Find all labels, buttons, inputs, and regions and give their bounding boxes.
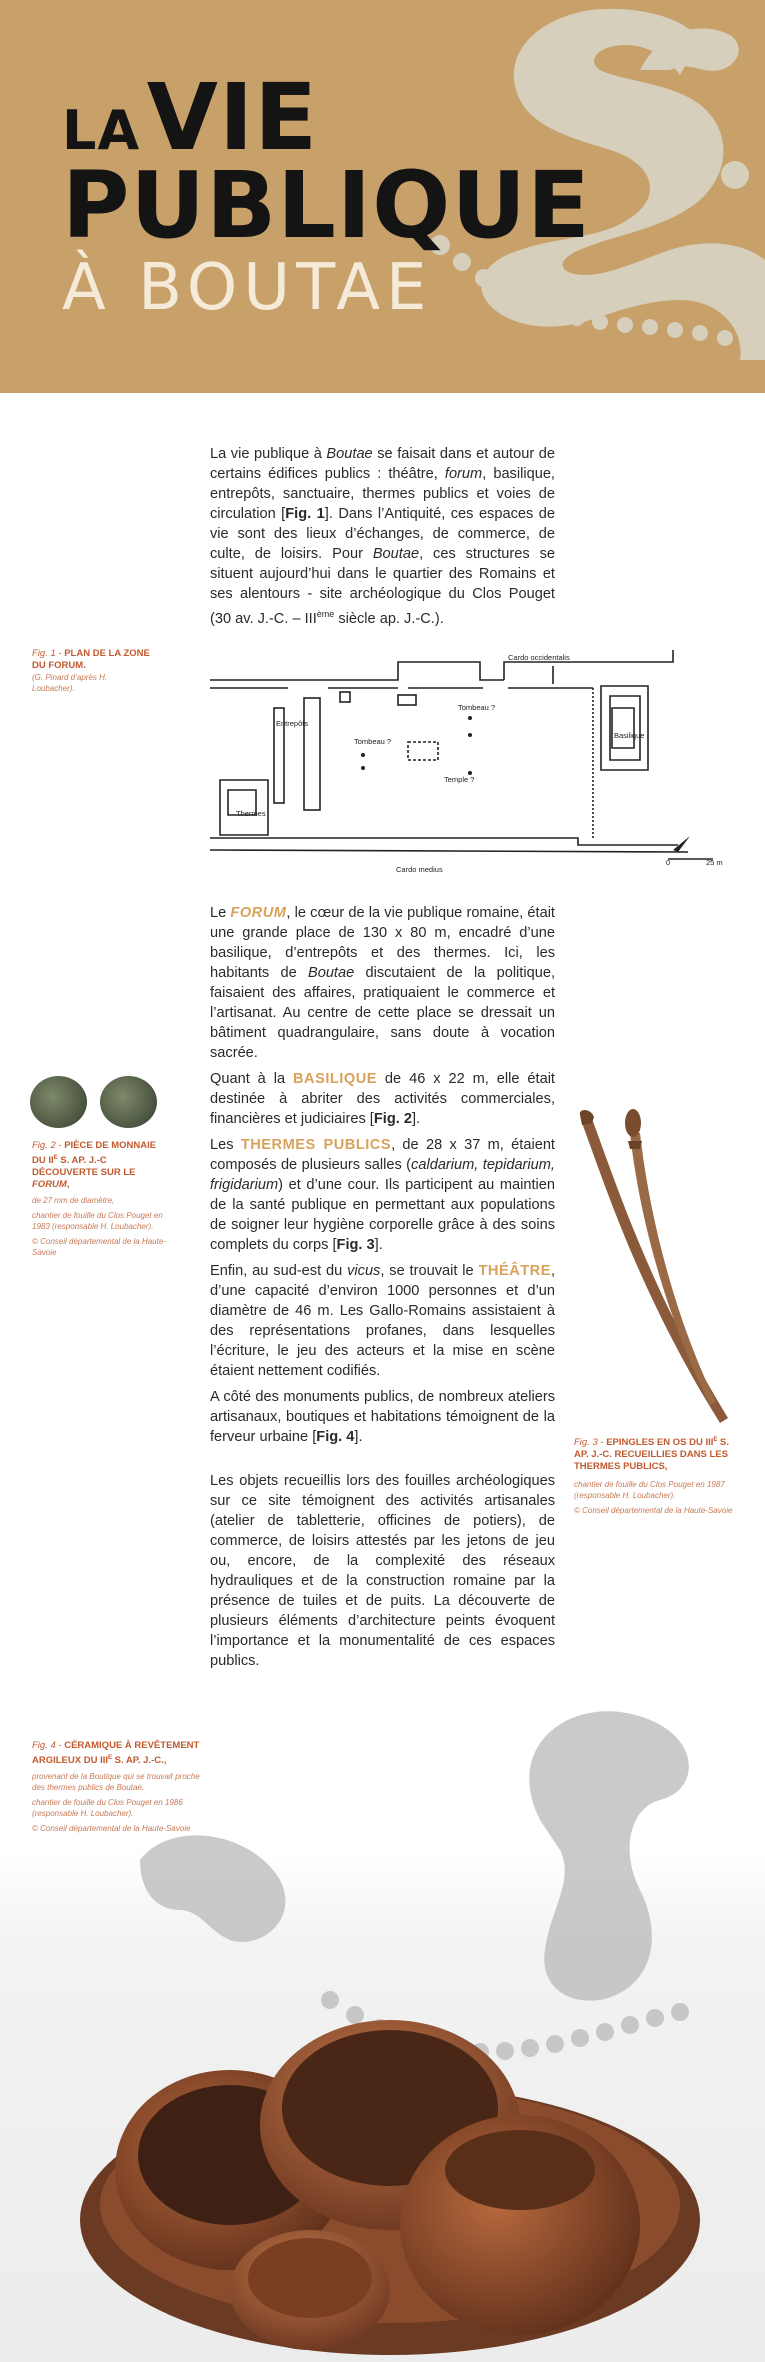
svg-text:Basilique: Basilique	[614, 731, 645, 740]
svg-text:Cardo occidentalis: Cardo occidentalis	[508, 653, 570, 662]
svg-text:Temple ?: Temple ?	[444, 775, 475, 784]
ceramics-illustration	[0, 1700, 765, 2362]
svg-text:Cardo medius: Cardo medius	[396, 865, 443, 874]
title-publique: PUBLIQUE	[62, 152, 591, 259]
forum-text: Le FORUM, le cœur de la vie publique romaine, était une grande place de 130 x 80 m, encadré d’une basilique, d’entrepôts et des thermes. Ici, les habitants de Boutae discutaient de la politique, faisaient des affaires, pratiquaient le commerce et l’artisanat. Au centre de cette place se dressait un bâtiment quadrangulaire, sans doute à vocation sacrée. Quant à la BASILIQUE de 46 x 22 m, elle était destinée à abriter des activités commerciales, financières et judiciaires [Fig. 2]. Les THERMES PUBLICS, de 28 x 37 m, étaient composés de plusieurs salles (caldarium, tepidarium, frigidarium) et d’une cour. Ils participent au maintien de la santé publique en permettant aux populations de soigner leur hygiène corporelle grâce à des soins complets du corps [Fig. 3]. Enfin, au sud-est du vicus, se trouvait le THÉÂTRE, d’une capacité d’environ 1000 personnes et d’un diamètre de 46 m. Les Gallo-Romains assistaient à des représentations profanes, dans lesquelles l’écriture, le jeu des acteurs et la mise en scène étaient nettement codifiés. A côté des monuments publics, de nombreux ateliers artisanaux, boutiques et habitations témoignent de la ferveur urbaine [Fig. 4]. Les objets recueillis lors des fouilles archéologiques sur ce site témoignent des activités artisanales (atelier de tabletterie, officines de potiers), de commerce, de loisirs attestés par les jetons de jeu ou, encore, de la complexité des réseaux hydrauliques et de la construction romaine par la présence de tuiles et de puits. La découverte de plusieurs éléments d’architecture peints évoquent l’importance et la monumentalité de ces espaces publics.	[210, 905, 556, 1669]
svg-text:25 m: 25 m	[706, 858, 723, 867]
title-la: LA	[62, 99, 141, 162]
fig4-caption: Fig. 4 - CÉRAMIQUE À REVÊTEMENT ARGILEUX DU $III^E$ S. AP. J.-C., provenant de la Boutique qui se trouvait proche des thermes publics de Boutae, chantier de fouille du Clos Pouget en 1986 (responsable H. Loubacher). © Conseil départemental de la Haute-Savoie	[32, 1740, 200, 1834]
svg-text:Tombeau ?: Tombeau ?	[458, 703, 496, 712]
ceramics-photo	[0, 1700, 765, 2362]
title-a-boutae: À BOUTAE	[62, 250, 433, 325]
bone-pins-image	[570, 1105, 750, 1435]
svg-text:Thermes: Thermes	[236, 809, 266, 818]
title-vie: VIE	[146, 64, 319, 171]
intro-paragraph: La vie publique à Boutae se faisait dans et autour de certains édifices publics : théâtre, forum, basilique, entrepôts, sanctuaire, thermes publics et voies de circulation [Fig. 1]. Dans l’Antiquité, ces espaces de vie sont des lieux d’échanges, de commerce, de culte, de loisirs. Pour Boutae, ces structures se situent aujourd’hui dans le quartier des Romains et ses alentours - site archéologique du Clos Pouget (30 av. J.-C. – IIIème siècle ap. J.-C.).	[210, 446, 556, 627]
fig2-caption: Fig. 2 - PIÈCE DE MONNAIE DU $II^E$ S. AP. J.-C DÉCOUVERTE SUR LE FORUM, de 27 mm de diamètre, chantier de fouille du Clos Pouget en 1983 (responsable H. Loubacher). © Conseil départemental de la Haute-Savoie	[32, 1140, 166, 1258]
fig1-caption: Fig. 1 - PLAN DE LA ZONE DU FORUM. (G. Pinard d’après H. Loubacher).	[32, 648, 150, 693]
coin-reverse-image	[100, 1076, 157, 1128]
svg-text:Entrepôts: Entrepôts	[276, 719, 309, 728]
forum-plan-map	[208, 640, 728, 875]
svg-text:Tombeau ?: Tombeau ?	[354, 737, 392, 746]
fig3-caption: Fig. 3 - EPINGLES EN OS DU $III^E$ S. AP. J.-C. RECUEILLIES DANS LES THERMES PUBLICS, chantier de fouille du Clos Pouget en 1987 (responsable H. Loubacher). © Conseil départemental de la Haute-Savoie	[574, 1437, 733, 1516]
svg-text:0: 0	[666, 858, 671, 867]
page-title	[62, 64, 591, 325]
header-banner	[0, 0, 765, 393]
coin-obverse-image	[30, 1076, 87, 1128]
